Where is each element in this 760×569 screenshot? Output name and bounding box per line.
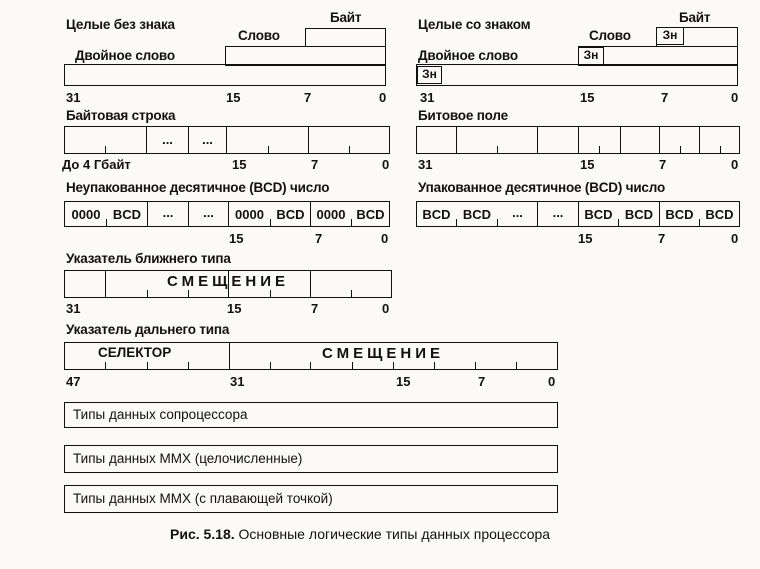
unsigned-bit-0: 0 <box>379 90 387 105</box>
unpacked-bit-7: 7 <box>315 231 323 246</box>
far-tick <box>310 362 311 370</box>
bytestring-bit-15: 15 <box>232 157 247 172</box>
far-bit-15: 15 <box>396 374 411 389</box>
coprocessor-types-box <box>64 402 558 428</box>
bytestring-tick <box>268 146 269 154</box>
packed-cell: BCD <box>462 207 492 222</box>
unpacked-title: Неупакованное десятичное (BCD) число <box>66 180 330 195</box>
bytestring-size: До 4 Гбайт <box>62 157 131 172</box>
near-title: Указатель ближнего типа <box>66 251 231 266</box>
near-tick <box>351 290 352 298</box>
packed-bit-15: 15 <box>578 231 593 246</box>
signed-bit-31: 31 <box>420 90 435 105</box>
packed-cell: BCD <box>665 207 694 222</box>
signed-bit-0: 0 <box>731 90 739 105</box>
far-bit-47: 47 <box>66 374 81 389</box>
bitfield-bit-0: 0 <box>731 157 739 172</box>
packed-cell: BCD <box>422 207 451 222</box>
far-tick <box>516 362 517 370</box>
near-bit-7: 7 <box>311 301 319 316</box>
near-tick <box>270 290 271 298</box>
far-bit-31: 31 <box>230 374 245 389</box>
far-bit-7: 7 <box>478 374 486 389</box>
near-tick <box>147 290 148 298</box>
bytestring-tick <box>349 146 350 154</box>
signed-byte-sign: Зн <box>656 27 684 45</box>
figure-caption <box>170 526 550 542</box>
signed-word-sign: Зн <box>578 47 604 65</box>
unpacked-cell: BCD <box>112 207 142 222</box>
bitfield-separator <box>620 126 621 154</box>
coprocessor-types-label: Типы данных сопроцессора <box>73 407 248 422</box>
bitfield-separator <box>537 126 538 154</box>
mmx-float-types-label: Типы данных MMX (с плавающей точкой) <box>73 491 333 506</box>
near-tick <box>310 270 311 298</box>
unsigned-bit-7: 7 <box>304 90 312 105</box>
bytestring-separator <box>308 126 309 154</box>
far-tick <box>475 362 476 370</box>
bitfield-bit-31: 31 <box>418 157 433 172</box>
packed-bit-7: 7 <box>658 231 666 246</box>
packed-cell: ... <box>552 205 564 220</box>
unsigned-byte-box <box>305 28 386 47</box>
far-offset-label: СМЕЩЕНИЕ <box>322 345 445 362</box>
mmx-integer-types-label: Типы данных MMX (целочисленные) <box>73 451 303 466</box>
bytestring-ellipsis: ... <box>202 132 213 147</box>
signed-byte-label: Байт <box>679 10 711 25</box>
bitfield-separator <box>578 126 579 154</box>
bitfield-bit-15: 15 <box>580 157 595 172</box>
bytestring-bit-7: 7 <box>311 157 319 172</box>
bytestring-title: Байтовая строка <box>66 108 176 123</box>
caption-text: Основные логические типы данных процессора <box>238 526 551 542</box>
unsigned-dword-label: Двойное слово <box>75 48 175 63</box>
mmx-integer-types-box <box>64 445 558 473</box>
unpacked-cell: BCD <box>356 207 385 222</box>
unsigned-title: Целые без знака <box>66 17 175 32</box>
packed-cell: BCD <box>705 207 734 222</box>
unpacked-cell: ... <box>162 205 174 220</box>
far-tick <box>105 362 106 370</box>
unpacked-cell: 0000 <box>71 207 101 222</box>
bitfield-tick <box>497 146 498 154</box>
packed-bit-0: 0 <box>731 231 739 246</box>
bitfield-tick <box>599 146 600 154</box>
far-divider <box>229 342 230 370</box>
near-offset-label: СМЕЩЕНИЕ <box>167 273 290 290</box>
bytestring-box <box>64 126 390 154</box>
bytestring-bit-0: 0 <box>382 157 390 172</box>
unpacked-cell: ... <box>203 205 214 220</box>
unsigned-byte-label: Байт <box>330 10 362 25</box>
unpacked-bit-0: 0 <box>381 231 389 246</box>
bitfield-title: Битовое поле <box>418 108 508 123</box>
unsigned-word-label: Слово <box>238 28 280 43</box>
unpacked-bit-15: 15 <box>229 231 244 246</box>
unsigned-dword-box <box>64 64 386 86</box>
signed-dword-label: Двойное слово <box>418 48 518 63</box>
bitfield-separator <box>699 126 700 154</box>
bitfield-tick <box>720 146 721 154</box>
far-tick <box>270 362 271 370</box>
far-tick <box>147 362 148 370</box>
packed-cell: BCD <box>624 207 654 222</box>
far-selector-label: СЕЛЕКТОР <box>98 345 172 360</box>
near-bit-31: 31 <box>66 301 81 316</box>
near-bit-0: 0 <box>382 301 390 316</box>
far-tick <box>434 362 435 370</box>
unsigned-word-box <box>225 46 386 66</box>
mmx-float-types-box <box>64 485 558 513</box>
near-tick <box>188 290 189 298</box>
signed-word-label: Слово <box>589 28 631 43</box>
packed-cell: BCD <box>584 207 613 222</box>
far-tick <box>352 362 353 370</box>
signed-dword-box <box>416 64 738 86</box>
near-tick <box>105 270 106 298</box>
far-bit-0: 0 <box>548 374 556 389</box>
unpacked-cell: 0000 <box>316 207 346 222</box>
far-title: Указатель дальнего типа <box>66 322 230 337</box>
caption-number: Рис. 5.18. <box>170 526 235 542</box>
packed-title: Упакованное десятичное (BCD) число <box>418 180 665 195</box>
signed-dword-sign: Зн <box>417 66 442 84</box>
near-bit-15: 15 <box>227 301 242 316</box>
far-tick <box>393 362 394 370</box>
bitfield-separator <box>659 126 660 154</box>
unpacked-cell: BCD <box>276 207 305 222</box>
bytestring-ellipsis: ... <box>162 132 173 147</box>
bytestring-separator <box>226 126 227 154</box>
bytestring-tick <box>105 146 106 154</box>
bitfield-bit-7: 7 <box>659 157 667 172</box>
packed-cell: ... <box>512 205 523 220</box>
bitfield-separator <box>456 126 457 154</box>
unpacked-cell: 0000 <box>235 207 264 222</box>
unsigned-bit-31: 31 <box>66 90 81 105</box>
signed-title: Целые со знаком <box>418 17 531 32</box>
signed-bit-15: 15 <box>580 90 595 105</box>
bitfield-tick <box>680 146 681 154</box>
far-tick <box>188 362 189 370</box>
unsigned-bit-15: 15 <box>226 90 241 105</box>
signed-bit-7: 7 <box>661 90 669 105</box>
